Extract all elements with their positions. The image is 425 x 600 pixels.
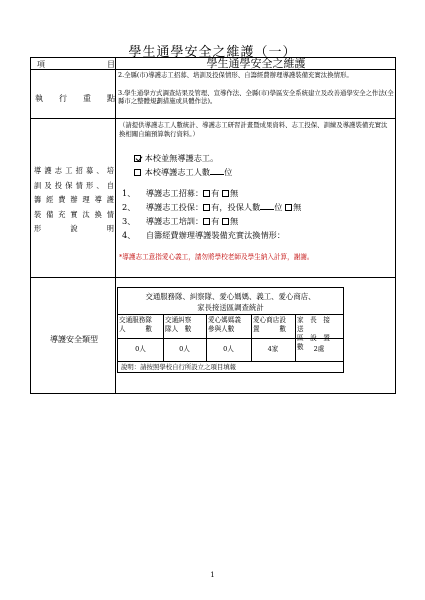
checked-checkbox-icon[interactable]: [134, 155, 141, 162]
checkbox-icon[interactable]: [134, 169, 141, 176]
volunteer-note: *導護志工意指愛心義工，請勿將學校老師及學生納入計算，謝謝。: [119, 253, 314, 261]
execution-focus-label: 執 行 重 點: [35, 94, 115, 103]
checkbox-icon[interactable]: [203, 218, 210, 225]
checkbox-icon[interactable]: [285, 204, 292, 211]
execution-point-2: 2.全縣(市)導護志工招募、培訓及投保情形、自籌經費辦理導護裝備充實汰換情形。: [118, 71, 353, 79]
safety-statistics-table: [117, 287, 344, 373]
statistics-table-header: 交通服務隊、糾察隊、愛心媽媽、義工、愛心商店、 家長接送區調查統計: [145, 292, 316, 312]
execution-point-3: 3.學生通學方式調查結果及管理、宣導作法、全縣(市)學區安全系統建立及改善通學安全之作法(全縣市之整體規劃措施或具體作法)。: [118, 89, 394, 105]
checkbox-icon[interactable]: [222, 218, 229, 225]
checkbox-icon[interactable]: [203, 190, 210, 197]
row-divider: [118, 361, 343, 362]
checkbox-icon[interactable]: [203, 204, 210, 211]
volunteer-count-blank[interactable]: [210, 168, 224, 175]
page-title: 學生通學安全之維護（一）: [128, 45, 297, 60]
page-number: 1: [210, 571, 215, 579]
content-column-header: 學生通學安全之維護: [206, 57, 306, 70]
checkbox-icon[interactable]: [222, 190, 229, 197]
column-caring-stores-header: 愛心商店設 置 數: [253, 316, 286, 333]
volunteer-section-label: 導護志工招募、培 訓及投保情形、自 籌經費辦理導護 裝備充實汰換情 形 說 明: [34, 166, 114, 233]
column-caring-mothers-header: 愛心媽媽義 參與人數: [208, 316, 241, 333]
question-recruit: 1、 導護志工招募： 有 無: [122, 188, 239, 198]
column-divider: [115, 58, 116, 393]
question-insurance: 2、 導護志工投保： 有，投保人數 位 無: [122, 202, 302, 212]
row-divider: [118, 314, 343, 315]
column-traffic-patrol-header: 交通糾察 隊人 數: [165, 316, 192, 333]
item-column-header: 項 目: [37, 60, 115, 69]
row-divider: [31, 277, 395, 278]
volunteer-count-option[interactable]: 本校導護志工人數 位: [134, 168, 232, 178]
traffic-service-count: 0人: [135, 345, 146, 353]
question-training: 3、 導護志工培訓： 有 無: [122, 216, 239, 226]
caring-stores-count: 4家: [267, 345, 279, 353]
traffic-patrol-count: 0人: [179, 345, 190, 353]
statistics-footnote: 說明：請按照學校自行所設立之項目填報: [121, 363, 237, 371]
volunteer-instruction: （請提供導護志工人數統計、導護志工研習計畫暨成果資料、志工投保、訓練及導護裝備充實汰換相關自編預算執行資料。）: [119, 121, 388, 138]
row-divider: [31, 118, 395, 119]
question-equipment: 4、 自籌經費辦理導護裝備充實汰換情形：: [122, 230, 286, 240]
insured-count-blank[interactable]: [260, 203, 274, 210]
column-parent-pickup-header: 家 長 接 送 區 設 置 數: [297, 316, 337, 351]
no-volunteer-option[interactable]: 本校並無導護志工。: [134, 154, 218, 164]
parent-pickup-count: 2處: [313, 345, 325, 353]
column-traffic-service-header: 交通服務隊 人 數: [119, 316, 152, 333]
safety-type-label: 導護安全類型: [50, 335, 98, 344]
caring-mothers-count: 0人: [223, 345, 234, 353]
